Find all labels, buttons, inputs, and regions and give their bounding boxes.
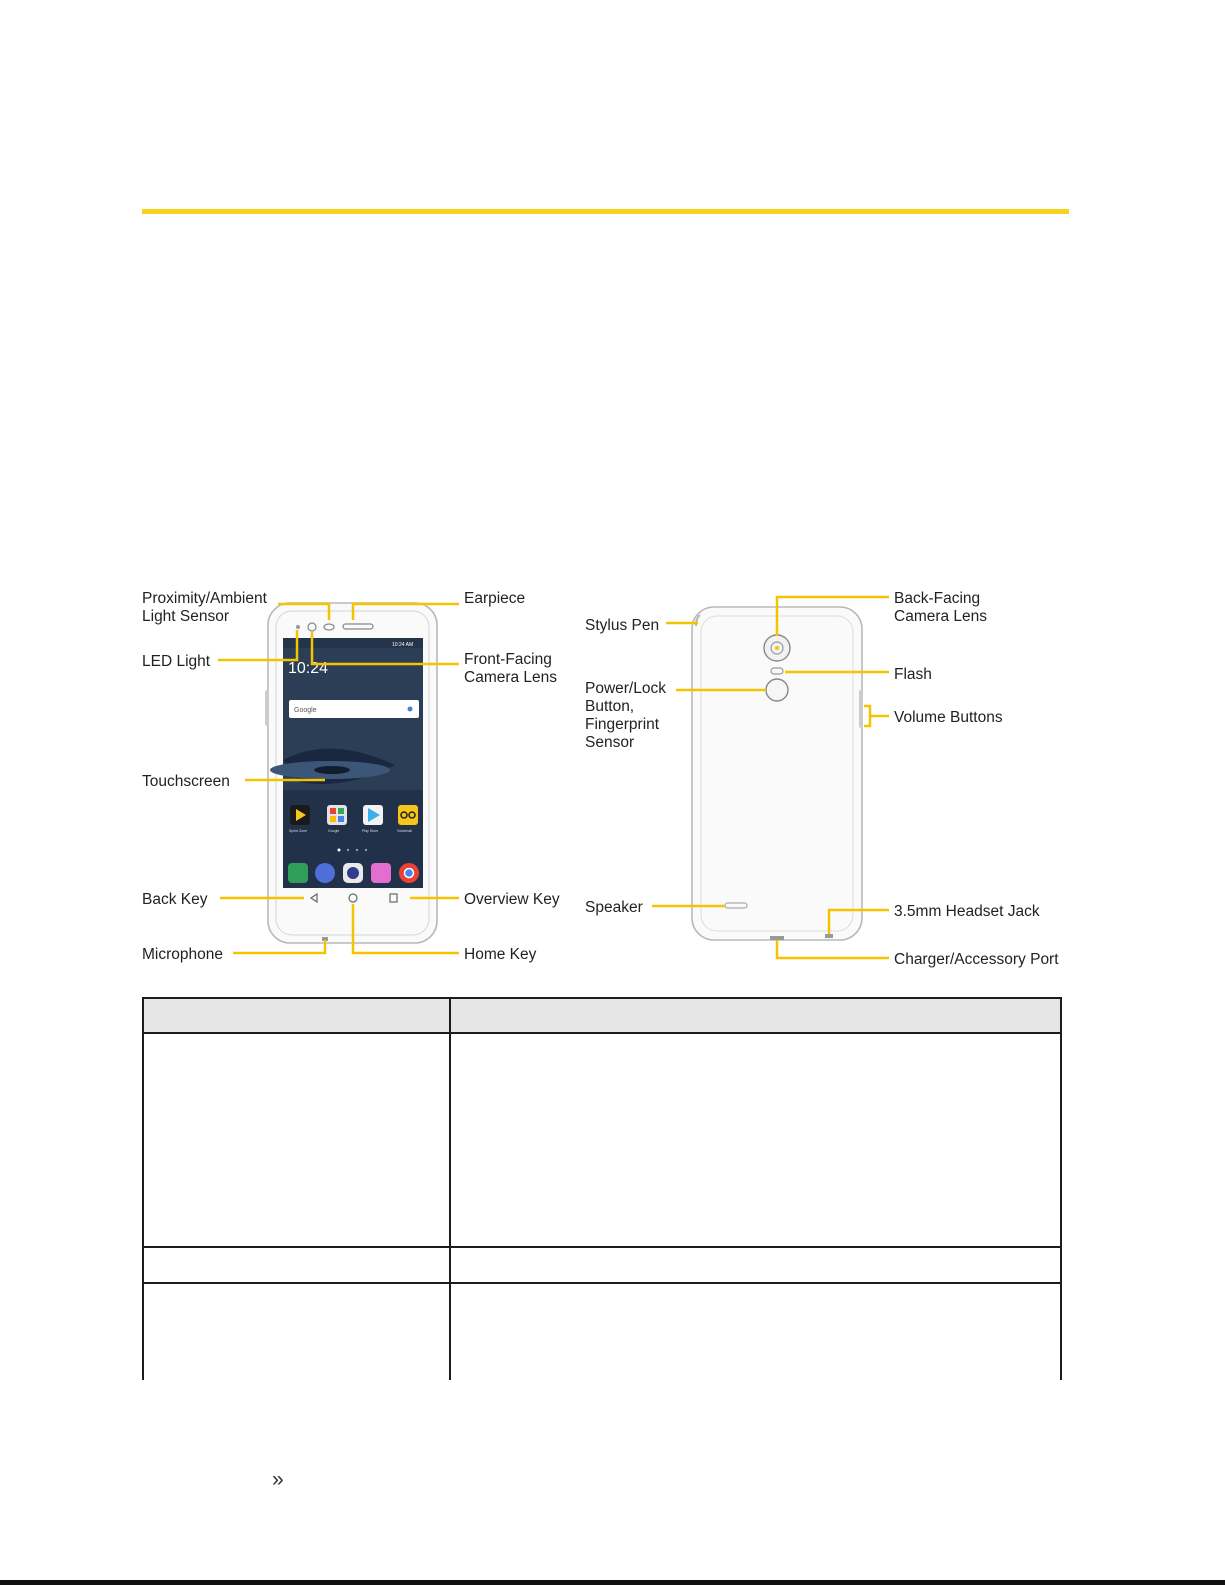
gallery-app-icon[interactable] bbox=[371, 863, 391, 883]
mic-icon bbox=[408, 707, 413, 712]
label-home-key: Home Key bbox=[464, 946, 537, 963]
table-cell bbox=[143, 1033, 450, 1247]
label-front-camera-2: Camera Lens bbox=[464, 669, 558, 686]
app-label-google: Google bbox=[328, 829, 340, 833]
label-power-lock-4: Sensor bbox=[585, 734, 635, 751]
led-light bbox=[296, 625, 300, 629]
back-phone bbox=[692, 607, 863, 940]
table-row bbox=[143, 1283, 1061, 1380]
table-cell bbox=[143, 1283, 450, 1380]
table-cell bbox=[143, 1247, 450, 1283]
label-headset-jack: 3.5mm Headset Jack bbox=[894, 903, 1040, 920]
label-back-key: Back Key bbox=[142, 891, 208, 908]
screen-clock: 10:24 bbox=[288, 660, 329, 677]
label-volume-buttons: Volume Buttons bbox=[894, 709, 1003, 726]
app-label-play-store: Play Store bbox=[362, 829, 379, 833]
touchscreen-display bbox=[270, 638, 423, 888]
label-speaker: Speaker bbox=[585, 899, 643, 916]
label-charger-port: Charger/Accessory Port bbox=[894, 951, 1059, 968]
label-stylus-pen: Stylus Pen bbox=[585, 617, 660, 634]
label-power-lock: Power/Lock bbox=[585, 680, 666, 697]
app-label-voicemail: Voicemail bbox=[397, 829, 412, 833]
table-cell bbox=[450, 1247, 1061, 1283]
charger-port bbox=[770, 936, 784, 940]
label-back-camera: Back-Facing bbox=[894, 590, 981, 607]
label-power-lock-2: Button, bbox=[585, 698, 635, 715]
label-earpiece: Earpiece bbox=[464, 590, 526, 607]
search-bar-text: Google bbox=[294, 707, 317, 714]
label-led-light: LED Light bbox=[142, 653, 211, 670]
phone-app-icon[interactable] bbox=[288, 863, 308, 883]
label-back-camera-2: Camera Lens bbox=[894, 608, 988, 625]
table-row bbox=[143, 1033, 1061, 1247]
label-proximity-sensor-2: Light Sensor bbox=[142, 608, 230, 625]
table-header-cell bbox=[143, 998, 450, 1033]
front-phone bbox=[265, 603, 437, 943]
table-cell bbox=[450, 1033, 1061, 1247]
label-overview-key: Overview Key bbox=[464, 891, 560, 908]
label-front-camera: Front-Facing bbox=[464, 651, 552, 668]
power-lock-fingerprint-button[interactable] bbox=[766, 679, 788, 701]
label-proximity-sensor: Proximity/Ambient bbox=[142, 590, 267, 607]
table-row bbox=[143, 1247, 1061, 1283]
label-microphone: Microphone bbox=[142, 946, 223, 963]
headset-jack bbox=[825, 934, 833, 938]
table-header-row bbox=[143, 998, 1061, 1033]
table-header-cell bbox=[450, 998, 1061, 1033]
label-flash: Flash bbox=[894, 666, 932, 683]
screen-status-time: 10:24 AM bbox=[392, 642, 414, 648]
app-label-sprint-zone: Sprint Zone bbox=[289, 829, 308, 833]
page-bottom-rule bbox=[0, 1580, 1225, 1585]
breadcrumb-chevron-icon: » bbox=[272, 1468, 284, 1491]
table-cell bbox=[450, 1283, 1061, 1380]
label-touchscreen: Touchscreen bbox=[142, 773, 230, 790]
parts-table bbox=[142, 997, 1062, 1380]
label-power-lock-3: Fingerprint bbox=[585, 716, 660, 733]
messages-app-icon[interactable] bbox=[315, 863, 335, 883]
